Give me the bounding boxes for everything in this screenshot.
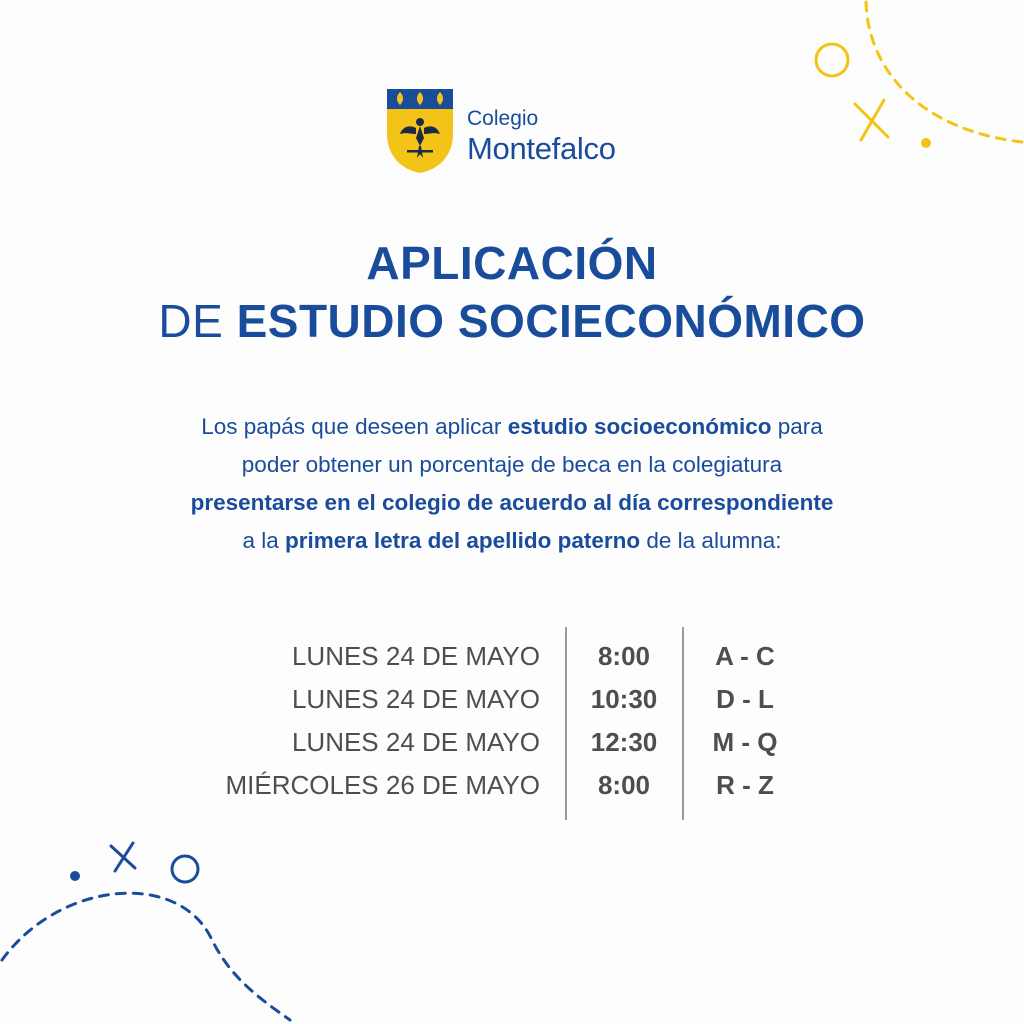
cross-bottom-left [111, 846, 135, 868]
schedule-letter-range: D - L [716, 684, 774, 714]
title-prefix: DE [158, 295, 237, 347]
ring-bottom-left [172, 856, 198, 882]
schedule-row [0, 727, 1024, 770]
ring-top-right [816, 44, 848, 76]
school-logo [386, 88, 666, 178]
schedule-letter-range: M - Q [712, 727, 778, 757]
description-line-2: poder obtener un porcentaje de beca en la colegiatura [241, 452, 783, 477]
schedule-letter-range: R - Z [716, 770, 774, 800]
schedule-time: 8:00 [597, 641, 651, 671]
dashed-arc-top-right [866, 2, 1022, 142]
schedule-date: LUNES 24 DE MAYO [291, 684, 540, 714]
schedule-time: 12:30 [590, 727, 658, 757]
schedule-time: 10:30 [590, 684, 658, 714]
description-paragraph [0, 408, 1024, 560]
desc-text: Los papás que deseen aplicar [201, 414, 508, 439]
desc-text: de la alumna: [640, 528, 782, 553]
schedule-row [0, 770, 1024, 813]
schedule-row [0, 684, 1024, 727]
schedule-date: LUNES 24 DE MAYO [291, 641, 540, 671]
desc-text: para [771, 414, 823, 439]
logo-line-2: Montefalco [467, 131, 616, 166]
shield-crest-icon [386, 88, 454, 174]
page-title-line-1: APLICACIÓN [366, 237, 658, 289]
title-emphasis: ESTUDIO SOCIECONÓMICO [236, 295, 866, 347]
description-line-3 [0, 484, 1024, 522]
desc-bold: presentarse en el colegio de acuerdo al día correspondiente [190, 490, 834, 515]
schedule-letter-range: A - C [715, 641, 775, 671]
desc-bold: primera letra del apellido paterno [285, 528, 641, 553]
desc-bold: estudio socioeconómico [507, 414, 772, 439]
dashed-arc-bottom-left [2, 893, 290, 1020]
logo-wordmark [467, 108, 616, 164]
schedule-time: 8:00 [597, 770, 651, 800]
schedule-date: MIÉRCOLES 26 DE MAYO [225, 770, 540, 800]
description-line-4 [0, 522, 1024, 560]
dot-top-right [921, 138, 931, 148]
description-line-1 [0, 408, 1024, 446]
page-title-line-2 [0, 294, 1024, 348]
desc-text: a la [242, 528, 286, 553]
dot-bottom-left [70, 871, 80, 881]
schedule-row [0, 641, 1024, 684]
logo-line-1: Colegio [467, 107, 539, 130]
schedule-date: LUNES 24 DE MAYO [291, 727, 540, 757]
cross-top-right [855, 104, 888, 137]
